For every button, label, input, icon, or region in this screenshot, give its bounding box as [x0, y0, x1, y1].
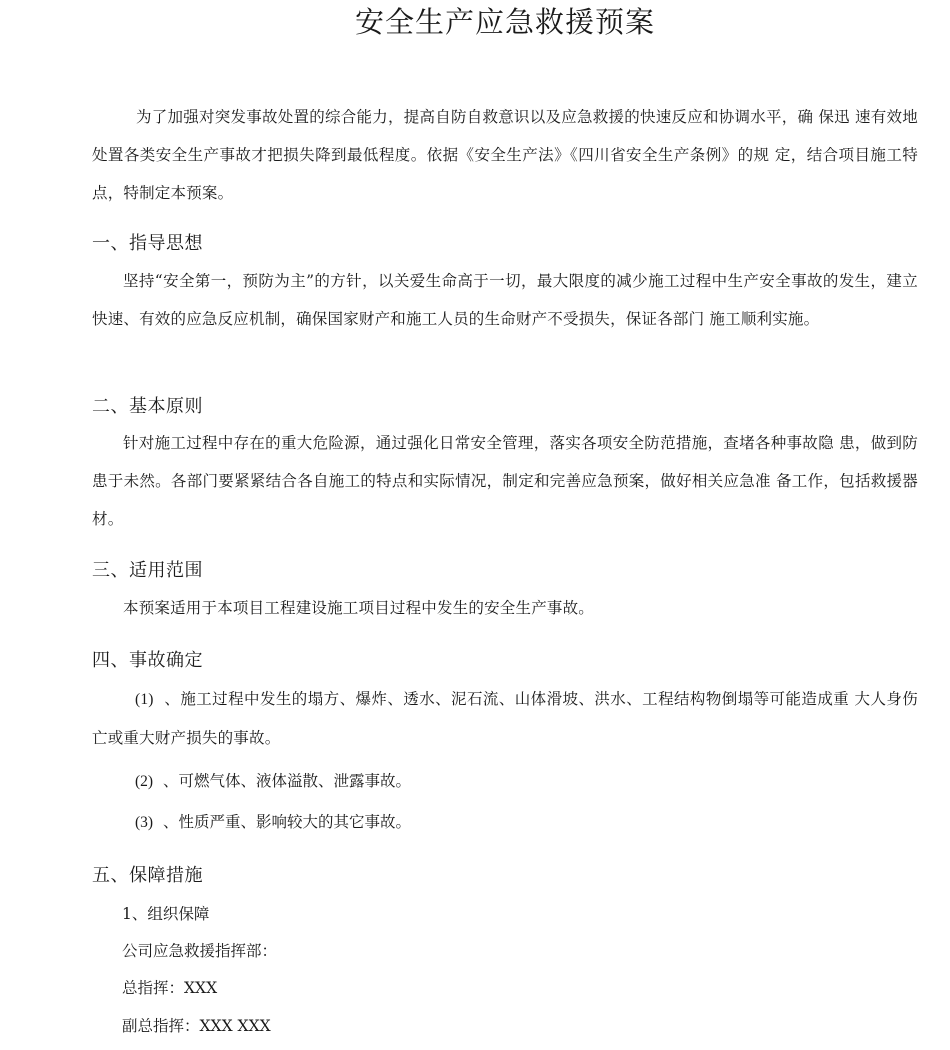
accident-item-3-text: 、性质严重、影响较大的其它事故。 — [162, 813, 411, 831]
safeguard-line-organization: 1、组织保障 — [122, 905, 210, 923]
section-body-guiding-ideology: 坚持“安全第一，预防为主”的方针，以关爱生命高于一切，最大限度的减少施工过程中生产安全事故的发生，建立快速、有效的应急反应机制，确保国家财产和施工人员的生命财产不受损失，保证各部门 施工顺利实施。 — [92, 272, 918, 328]
section-heading-safeguards: 五、保障措施 — [92, 865, 203, 886]
section-body-scope: 本预案适用于本项目工程建设施工项目过程中发生的安全生产事故。 — [123, 599, 595, 617]
section-body-basic-principles: 针对施工过程中存在的重大危险源，通过强化日常安全管理，落实各项安全防范措施，查堵各种事故隐 患，做到防患于未然。各部门要紧紧结合各自施工的特点和实际情况，制定和完善应急预案，做好相关应急准 备工作，包括救援器材。 — [92, 434, 918, 528]
safeguard-line-commander: 总指挥：XXX — [122, 979, 218, 997]
section-heading-basic-principles: 二、基本原则 — [92, 396, 203, 417]
accident-item-1-text: 、施工过程中发生的塌方、爆炸、透水、泥石流、山体滑坡、洪水、工程结构物倒塌等可能造成重 大人身伤亡或重大财产损失的事故。 — [92, 690, 919, 747]
accident-item-2-number: (2) — [135, 773, 154, 790]
safeguard-line-deputy-commander: 副总指挥：XXX XXX — [122, 1017, 271, 1035]
section-heading-accident-determination: 四、事故确定 — [92, 650, 203, 671]
section-heading-scope: 三、适用范围 — [92, 560, 203, 581]
safeguard-line-command-center: 公司应急救援指挥部： — [122, 942, 278, 960]
section-heading-guiding-ideology: 一、指导思想 — [92, 233, 203, 254]
accident-item-1 — [92, 680, 918, 757]
accident-item-3 — [135, 810, 411, 835]
accident-item-2 — [135, 769, 411, 794]
accident-item-3-number: (3) — [135, 814, 154, 831]
intro-paragraph: 为了加强对突发事故处置的综合能力，提高自防自救意识以及应急救援的快速反应和协调水平，确 保迅 速有效地处置各类安全生产事故才把损失降到最低程度。依据《安全生产法》《四川省安全生产条例》的规 定，结合项目施工特点，特制定本预案。 — [92, 108, 918, 202]
accident-item-2-text: 、可燃气体、液体溢散、泄露事故。 — [162, 772, 411, 790]
document-title: 安全生产应急救援预案 — [354, 5, 655, 39]
accident-item-1-number: (1) — [135, 691, 154, 708]
